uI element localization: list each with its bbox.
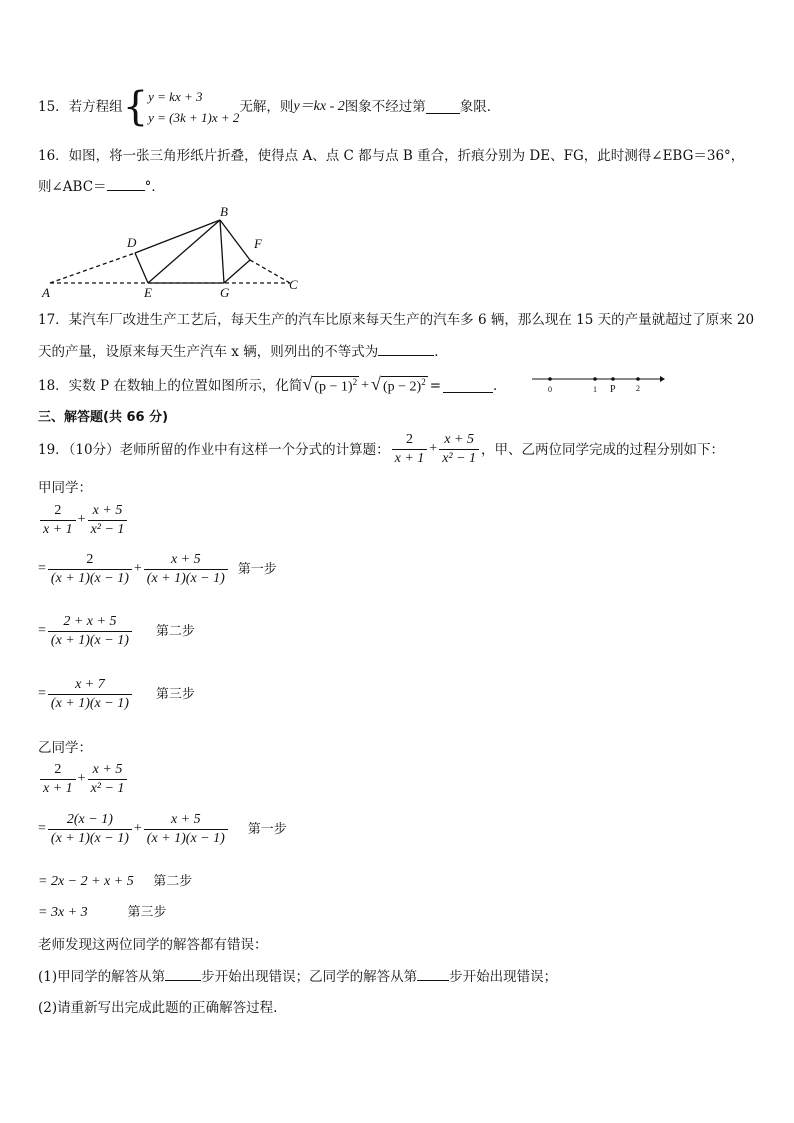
answer-blank[interactable] <box>443 380 493 393</box>
q19-suffix: ，甲、乙两位同学完成的过程分别如下： <box>481 441 725 458</box>
label-A: A <box>42 285 50 300</box>
sqrt-1: √ $(p - 1)^2$ <box>302 374 358 395</box>
step-tag: 第三步 <box>127 905 167 920</box>
q17-prefix: 天的产量，设原来每天生产汽车 x 辆，则列出的不等式为 <box>38 344 379 360</box>
q19-prefix: 19．（10分）老师所留的作业中有这样一个分式的计算题： <box>38 441 390 458</box>
fraction: $\frac{x + 5}{\text{x² − 1}}$ <box>439 432 479 467</box>
label-G: G <box>220 285 230 300</box>
q15-middle1: 无解，则 <box>239 98 294 115</box>
jia-label: 甲同学： <box>38 480 92 496</box>
label-E: E <box>144 285 152 300</box>
part-1-b: 步开始出现错误；乙同学的解答从第 <box>201 969 418 985</box>
radicand-2: (p − 2) <box>382 379 422 395</box>
fraction: $\frac{2}{x + 1}$ <box>40 503 76 538</box>
fraction: $\frac{2(x - 1)}{(x + 1)(x - 1)}$ <box>48 812 132 847</box>
number-line-figure <box>530 370 665 394</box>
q16-suffix: °． <box>144 179 165 195</box>
part-1-a: (1)甲同学的解答从第 <box>38 969 166 985</box>
q17-suffix: ． <box>434 344 448 360</box>
fraction: $\frac{2}{x + 1}$ <box>392 432 428 467</box>
question-17-line2 <box>38 343 448 360</box>
answer-blank[interactable] <box>378 343 434 356</box>
part-2: (2)请重新写出完成此题的正确解答过程. <box>38 1000 278 1016</box>
q18-suffix: ． <box>493 378 507 395</box>
q15-prefix: 若方程组 <box>68 98 123 115</box>
radicand-1: (p − 1) <box>314 379 353 395</box>
fraction: $\frac{2}{(x + 1)(x - 1)}$ <box>48 552 132 587</box>
question-17-line1: 17．某汽车厂改进生产工艺后，每天生产的汽车比原来每天生产的汽车多 6 辆，那么现在 15 天的产量就超过了原来 20 <box>38 312 755 328</box>
sqrt-2: √ $(p - 2)^2$ <box>370 374 426 395</box>
yi-step-2-expr: = 2x − 2 + x + 5 <box>38 874 134 889</box>
step-tag: 第一步 <box>237 561 277 577</box>
fraction: $\frac{x + 5}{\text{x² − 1}}$ <box>88 762 128 797</box>
equation-1: y = kx + 3 <box>148 89 203 104</box>
question-16-line2 <box>38 178 165 195</box>
step-tag: 第三步 <box>155 686 195 702</box>
yi-label: 乙同学： <box>38 740 92 756</box>
q15-suffix: 象限． <box>459 98 501 115</box>
step-tag: 第二步 <box>153 874 193 889</box>
jia-step-2: = $\frac{2 + x + 5}{(x + 1)(x - 1)}$ 第二步 <box>38 614 195 649</box>
q18-prefix: 18．实数 P 在数轴上的位置如图所示，化简 <box>38 378 303 395</box>
yi-step-2 <box>38 874 192 891</box>
fraction: $\frac{2}{x + 1}$ <box>40 762 76 797</box>
q16-prefix: 则∠ABC＝ <box>38 179 107 195</box>
answer-blank[interactable] <box>417 968 449 981</box>
label-C: C <box>289 277 298 292</box>
fraction: $\frac{x + 5}{(x + 1)(x - 1)}$ <box>144 812 228 847</box>
fraction: $\frac{x + 5}{\text{x² − 1}}$ <box>88 503 128 538</box>
fraction: $\frac{x + 7}{(x + 1)(x - 1)}$ <box>48 677 132 712</box>
label-F: F <box>254 236 262 251</box>
tick-p: P <box>610 384 616 394</box>
answer-blank[interactable] <box>165 968 201 981</box>
fraction: $\frac{2 + x + 5}{(x + 1)(x - 1)}$ <box>48 614 132 649</box>
question-16-line1: 16．如图，将一张三角形纸片折叠，使得点 A、点 C 都与点 B 重合，折痕分别为 DE、FG，此时测得∠EBG＝36°， <box>38 148 745 164</box>
tick-2: 2 <box>636 384 640 393</box>
yi-step-0: $\frac{2}{x + 1}$ + $\frac{x + 5}{\text{x² − 1}}$ <box>38 762 129 797</box>
exponent: 2 <box>421 377 426 387</box>
label-D: D <box>127 235 137 250</box>
jia-step-0: $\frac{2}{x + 1}$ + $\frac{x + 5}{\text{x² − 1}}$ <box>38 503 129 538</box>
question-19 <box>38 432 724 467</box>
step-tag: 第一步 <box>247 821 287 837</box>
plus-sign: + <box>361 377 369 393</box>
tick-0: 0 <box>548 385 552 394</box>
yi-step-3-expr: = 3x + 3 <box>38 905 88 920</box>
q15-text: 15． <box>38 98 69 115</box>
part-1 <box>38 968 557 985</box>
answer-blank[interactable] <box>107 178 145 191</box>
step-tag: 第二步 <box>155 623 195 639</box>
exponent: 2 <box>352 377 358 387</box>
question-15 <box>38 84 500 130</box>
brace-icon: { <box>122 84 149 130</box>
equation-system <box>148 86 239 128</box>
yi-step-3 <box>38 905 167 922</box>
yi-step-1: = $\frac{2(x - 1)}{(x + 1)(x - 1)}$ + $\frac{x + 5}{(x + 1)(x - 1)}$ 第一步 <box>38 812 287 847</box>
equation-2: y = (3k + 1)x + 2 <box>148 110 240 125</box>
q15-middle2: 图象不经过第 <box>344 98 426 115</box>
question-18 <box>38 376 507 396</box>
tick-1: 1 <box>593 385 597 394</box>
jia-step-3: = $\frac{x + 7}{(x + 1)(x - 1)}$ 第三步 <box>38 677 195 712</box>
jia-step-1: = $\frac{2}{(x + 1)(x - 1)}$ + $\frac{x + 5}{(x + 1)(x - 1)}$ 第一步 <box>38 552 277 587</box>
fraction: $\frac{x + 5}{(x + 1)(x - 1)}$ <box>144 552 228 587</box>
section-title: 三、解答题(共 66 分) <box>38 410 169 425</box>
plus-sign: + <box>429 441 438 457</box>
part-1-c: 步开始出现错误； <box>449 969 558 985</box>
label-B: B <box>220 204 228 219</box>
q18-eq: = <box>429 378 442 395</box>
answer-blank[interactable] <box>426 101 460 114</box>
teacher-note: 老师发现这两位同学的解答都有错误： <box>38 937 268 953</box>
q15-expr: y＝kx - 2 <box>293 98 345 114</box>
